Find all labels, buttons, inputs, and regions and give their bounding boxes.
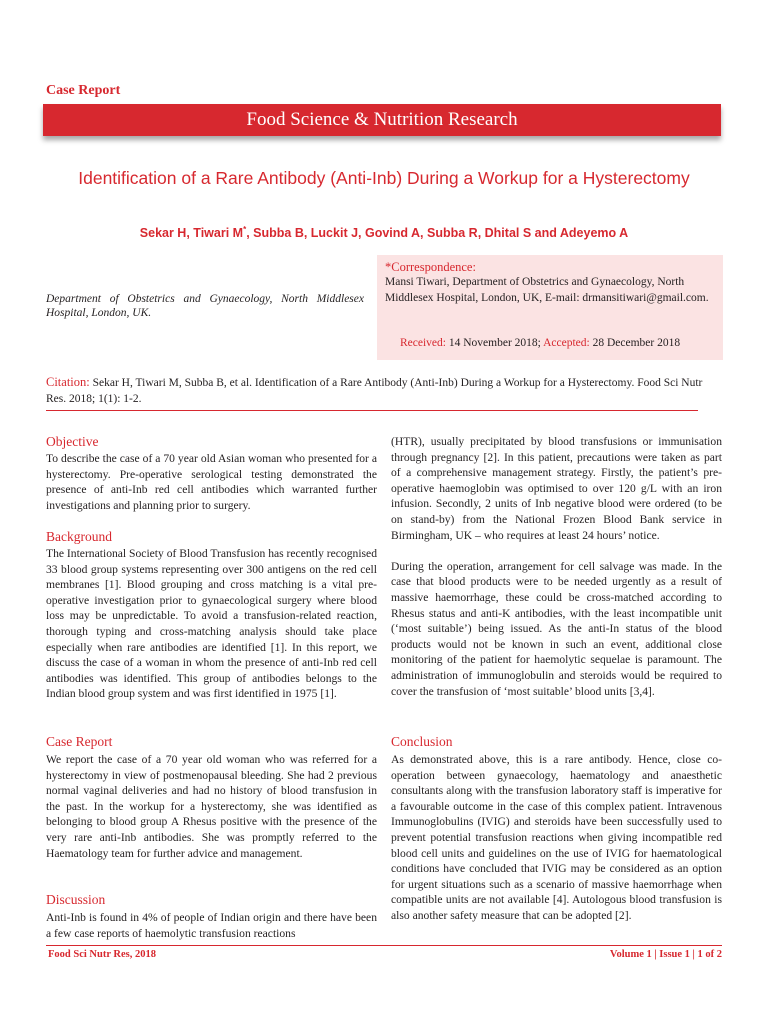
case-report-heading: Case Report — [46, 734, 113, 749]
discussion-continued: (HTR), usually precipitated by blood transfusions or immunisation through pregnancy [2]. In this patient, precautions were taken as part of a comprehensive management strategy. Firstly, the patient’s pre-operative haemoglobin was optimised to over 120 g/L with an iron infusion. Secondly, 2 units of Inb negative blood were ordered (to be on stand-by) from the National Frozen Blood Bank service in Birmingham, UK – who requires at least 24 hours’ notice. During the operation, arrangement for cell salvage was made. In the case that blood products were to be needed urgently as a result of massive haemorrhage, these could be cross-matched according to Rhesus status and anti-K antibodies, with the least incompatible unit (‘most suitable’) being issued. As the anti-In status of the blood products would not be known in such an event, additional close monitoring of the patient for haemolytic sequelae is paramount. The administration of immunoglobulin and steroids would be required to cover the transfusion of ‘most suitable’ blood units [3,4]. — [391, 435, 722, 698]
journal-banner: Food Science & Nutrition Research — [43, 104, 721, 136]
background-text: The International Society of Blood Transfusion has recently recognised 33 blood group systems representing over 300 antigens on the red cell membranes [1]. Blood grouping and cross matching is a vital pre-operative investigation prior to gynaecological surgery where blood loss may be unpredictable. To avoid a transfusion-related reaction, thorough typing and cross-matching analysis should take place especially when rare antibodies are identified [1]. In this report, we discuss the case of a woman in whom the presence of anti-Inb red cell antibodies was identified. This group of antibodies belongs to the Indian blood group system and was first identified in 1975 [1]. — [46, 547, 377, 701]
background-heading: Background — [46, 529, 112, 544]
citation-divider — [46, 410, 698, 411]
corresponding-mark: * — [243, 225, 247, 234]
objective-text: To describe the case of a 70 year old Asian woman who presented for a hysterectomy. Pre-operative serological testing demonstrated the presence of anti-Inb red cell antibodies which warranted further investigations and planning prior to surgery. — [46, 452, 377, 512]
correspondence-text: Mansi Tiwari, Department of Obstetrics and Gynaecology, North Middlesex Hospital, London, UK, E-mail: drmansitiwari@gmail.com. — [385, 276, 709, 304]
case-report-text: We report the case of a 70 year old woman who was referred for a hysterectomy in view of postmenopausal bleeding. She had 2 previous normal vaginal deliveries and had no history of blood transfusion in the past. In the workup for a hysterectomy, she was identified as belonging to blood group A Rhesus positive with the presence of the very rare anti-Inb antibodies. She was promptly referred to the Haematology team for further advice and management. — [46, 753, 377, 860]
authors-rest: , Subba B, Luckit J, Govind A, Subba R, Dhital S and Adeyemo A — [246, 226, 629, 241]
citation — [46, 374, 722, 407]
footer-journal: Food Sci Nutr Res, 2018 — [48, 949, 157, 960]
footer-page-info: Volume 1 | Issue 1 | 1 of 2 — [609, 949, 722, 960]
correspondence-box — [377, 255, 723, 360]
footer-divider — [46, 945, 722, 946]
conclusion-text: As demonstrated above, this is a rare antibody. Hence, close co-operation between gynaecology, haematology and anaesthetic consultants along with the transfusion laboratory staff is imperative for a favourable outcome in the case of this complex patient. Intravenous Immunoglobulins (IVIG) and steroids have been successfully used to prevent potential transfusion reactions when giving incompatible red blood cell units and guidelines on the use of IVIG for haematological conditions have concluded that IVIG may be considered as an option for urgent situations such as a scenario of massive haemorrhage when compatible units are not available [4]. Autologous blood transfusion is also another safety measure that can be adopted [2]. — [391, 753, 722, 922]
author-list — [50, 225, 718, 240]
article-dates — [400, 337, 680, 349]
citation-label: Citation: — [46, 375, 90, 389]
affiliation: Department of Obstetrics and Gynaecology, North Middlesex Hospital, London, UK. — [46, 293, 364, 319]
conclusion-heading: Conclusion — [391, 734, 453, 749]
citation-text: Sekar H, Tiwari M, Subba B, et al. Identification of a Rare Antibody (Anti-Inb) During a Workup for a Hysterectomy. Food Sci Nutr Res. 2018; 1(1): 1-2. — [46, 377, 703, 405]
article-type-label: Case Report — [46, 83, 121, 98]
article-title: Identification of a Rare Antibody (Anti-Inb) During a Workup for a Hysterectomy — [78, 168, 690, 188]
discussion-heading: Discussion — [46, 892, 106, 907]
objective-heading: Objective — [46, 434, 99, 449]
authors-first: Sekar H, Tiwari M — [139, 226, 244, 241]
received-date: 14 November 2018; — [445, 337, 544, 349]
received-label: Received: — [400, 337, 446, 349]
correspondence-label: *Correspondence: — [385, 260, 476, 274]
accepted-date: 28 December 2018 — [589, 337, 681, 349]
discussion-text: Anti-Inb is found in 4% of people of Indian origin and there have been a few case reports of haemolytic transfusion reactions — [46, 911, 377, 940]
accepted-label: Accepted: — [543, 337, 590, 349]
